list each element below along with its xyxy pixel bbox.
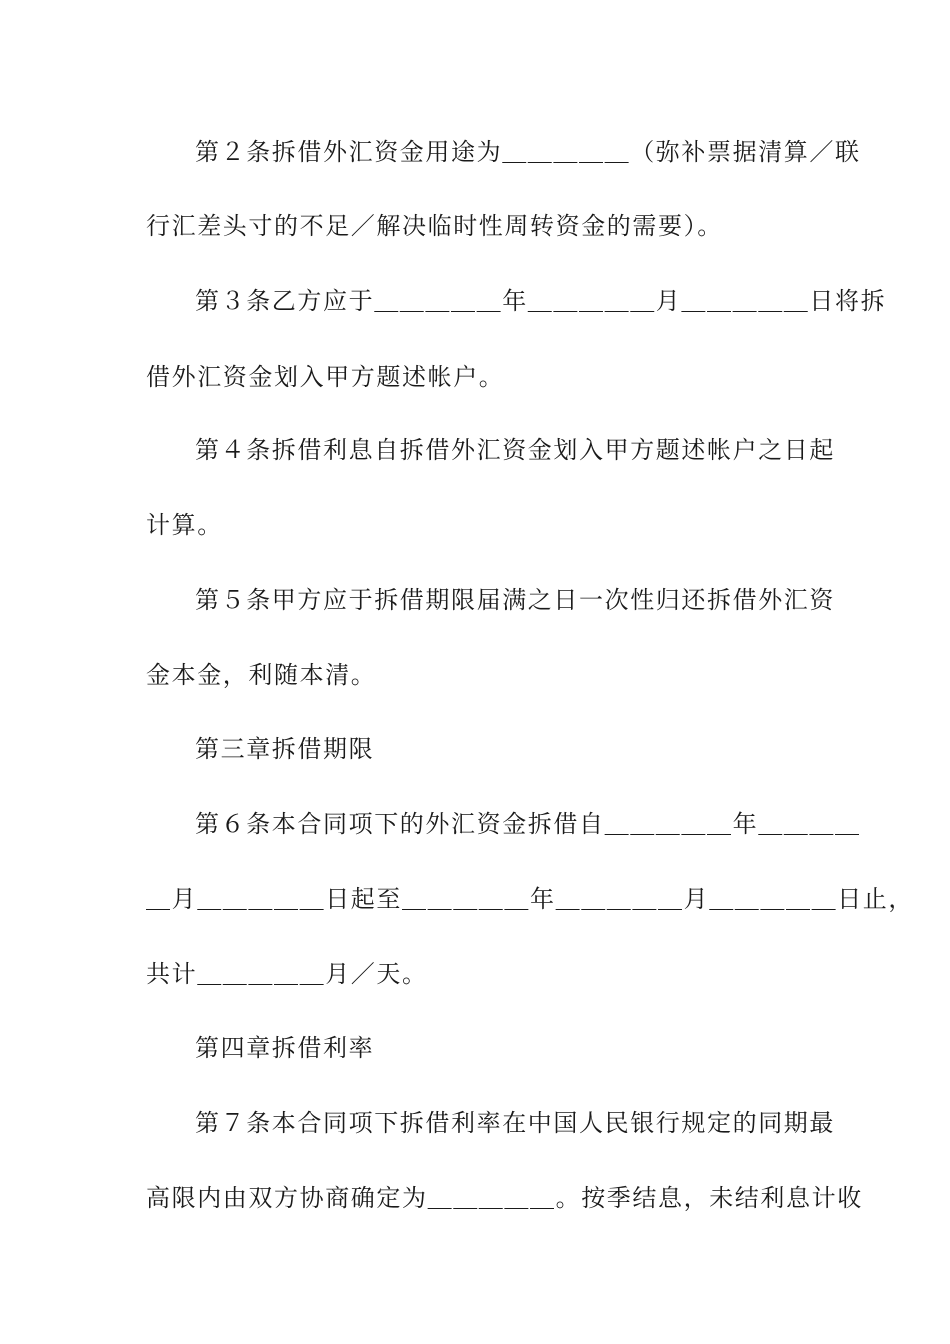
article-6-line-2: ＿月＿＿＿＿＿日起至＿＿＿＿＿年＿＿＿＿＿月＿＿＿＿＿日止， [146,885,914,913]
article-3-line-2: 借外汇资金划入甲方题述帐户。 [146,363,505,391]
article-4-line-2: 计算。 [146,511,223,539]
article-2-line-2: 行汇差头寸的不足／解决临时性周转资金的需要）。 [146,212,723,240]
article-6-line-3: 共计＿＿＿＿＿月／天。 [146,960,428,988]
article-5-line-2: 金本金，利随本清。 [146,661,377,689]
article-7-line-2: 高限内由双方协商确定为＿＿＿＿＿。按季结息，未结利息计收 [146,1184,863,1212]
article-5-line-1: 第５条甲方应于拆借期限届满之日一次性归还拆借外汇资 [195,586,835,614]
article-7-line-1: 第７条本合同项下拆借利率在中国人民银行规定的同期最 [195,1109,835,1137]
article-6-line-1: 第６条本合同项下的外汇资金拆借自＿＿＿＿＿年＿＿＿＿ [195,810,861,838]
article-3-line-1: 第３条乙方应于＿＿＿＿＿年＿＿＿＿＿月＿＿＿＿＿日将拆 [195,287,887,315]
chapter-4-heading: 第四章拆借利率 [195,1034,375,1062]
article-2-line-1: 第２条拆借外汇资金用途为＿＿＿＿＿（弥补票据清算／联 [195,138,861,166]
article-4-line-1: 第４条拆借利息自拆借外汇资金划入甲方题述帐户之日起 [195,436,835,464]
chapter-3-heading: 第三章拆借期限 [195,735,375,763]
